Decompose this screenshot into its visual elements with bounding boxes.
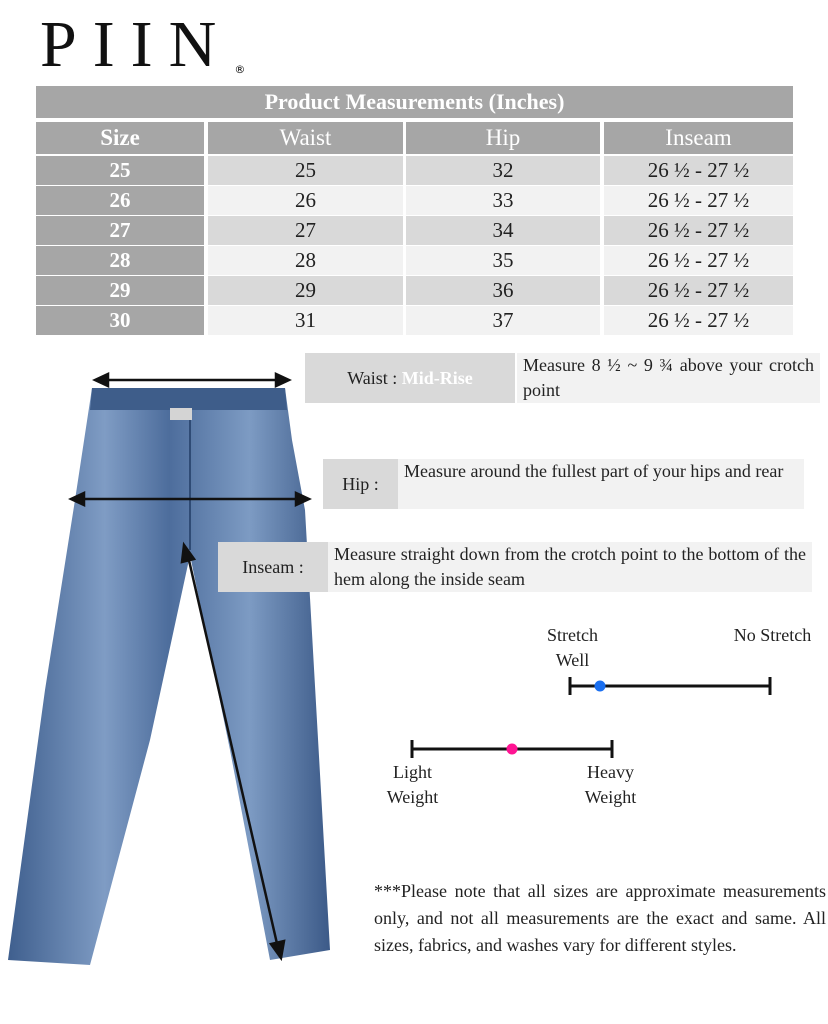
table-cell: 29 [208, 276, 403, 305]
size-cell: 25 [36, 156, 204, 185]
stretch-right-label: No Stretch [733, 625, 812, 645]
column-header: Waist [208, 122, 403, 154]
table-cell: 25 [208, 156, 403, 185]
table-cell: 36 [406, 276, 600, 305]
table-title: Product Measurements (Inches) [36, 86, 793, 118]
table-cell: 26 ½ - 27 ½ [604, 156, 793, 185]
column-header: Inseam [604, 122, 793, 154]
table-cell: 26 [208, 186, 403, 215]
table-cell: 28 [208, 246, 403, 275]
hip-description: Measure around the fullest part of your hips and rear [398, 459, 804, 509]
hip-label: Hip : [323, 459, 398, 509]
size-cell: 26 [36, 186, 204, 215]
table-cell: 34 [406, 216, 600, 245]
stretch-left-label: Stretch Well [547, 625, 598, 670]
waist-label-text: Waist : [347, 367, 398, 388]
table-cell: 27 [208, 216, 403, 245]
table-cell: 37 [406, 306, 600, 335]
table-cell: 26 ½ - 27 ½ [604, 216, 793, 245]
table-cell: 33 [406, 186, 600, 215]
column-header: Size [36, 122, 204, 154]
column-header: Hip [406, 122, 600, 154]
size-cell: 28 [36, 246, 204, 275]
table-cell: 26 ½ - 27 ½ [604, 246, 793, 275]
disclaimer-note: ***Please note that all sizes are approximate measurements only, and not all measurements are the exact and same. All sizes, fabrics, and washes vary for different styles. [374, 881, 826, 955]
inseam-label: Inseam : [218, 542, 328, 592]
weight-left-label: Light Weight [386, 762, 439, 807]
size-cell: 29 [36, 276, 204, 305]
registered-mark: ® [234, 63, 246, 76]
waist-label [305, 353, 515, 403]
scale-marker [507, 744, 518, 755]
size-cell: 30 [36, 306, 204, 335]
rise-type: Mid-Rise [401, 367, 473, 388]
scale-marker [595, 681, 606, 692]
inseam-arrow [188, 556, 278, 948]
waist-description: Measure 8 ½ ~ 9 ¾ above your crotch point [517, 353, 820, 403]
table-cell: 26 ½ - 27 ½ [604, 276, 793, 305]
table-cell: 35 [406, 246, 600, 275]
stretch-scale [560, 672, 780, 702]
table-cell: 26 ½ - 27 ½ [604, 306, 793, 335]
brand-logo: PIIN [40, 8, 233, 81]
table-cell: 31 [208, 306, 403, 335]
table-cell: 32 [406, 156, 600, 185]
table-cell: 26 ½ - 27 ½ [604, 186, 793, 215]
weight-right-label: Heavy Weight [584, 762, 637, 807]
inseam-description: Measure straight down from the crotch point to the bottom of the hem along the inside seam [328, 542, 812, 592]
size-cell: 27 [36, 216, 204, 245]
